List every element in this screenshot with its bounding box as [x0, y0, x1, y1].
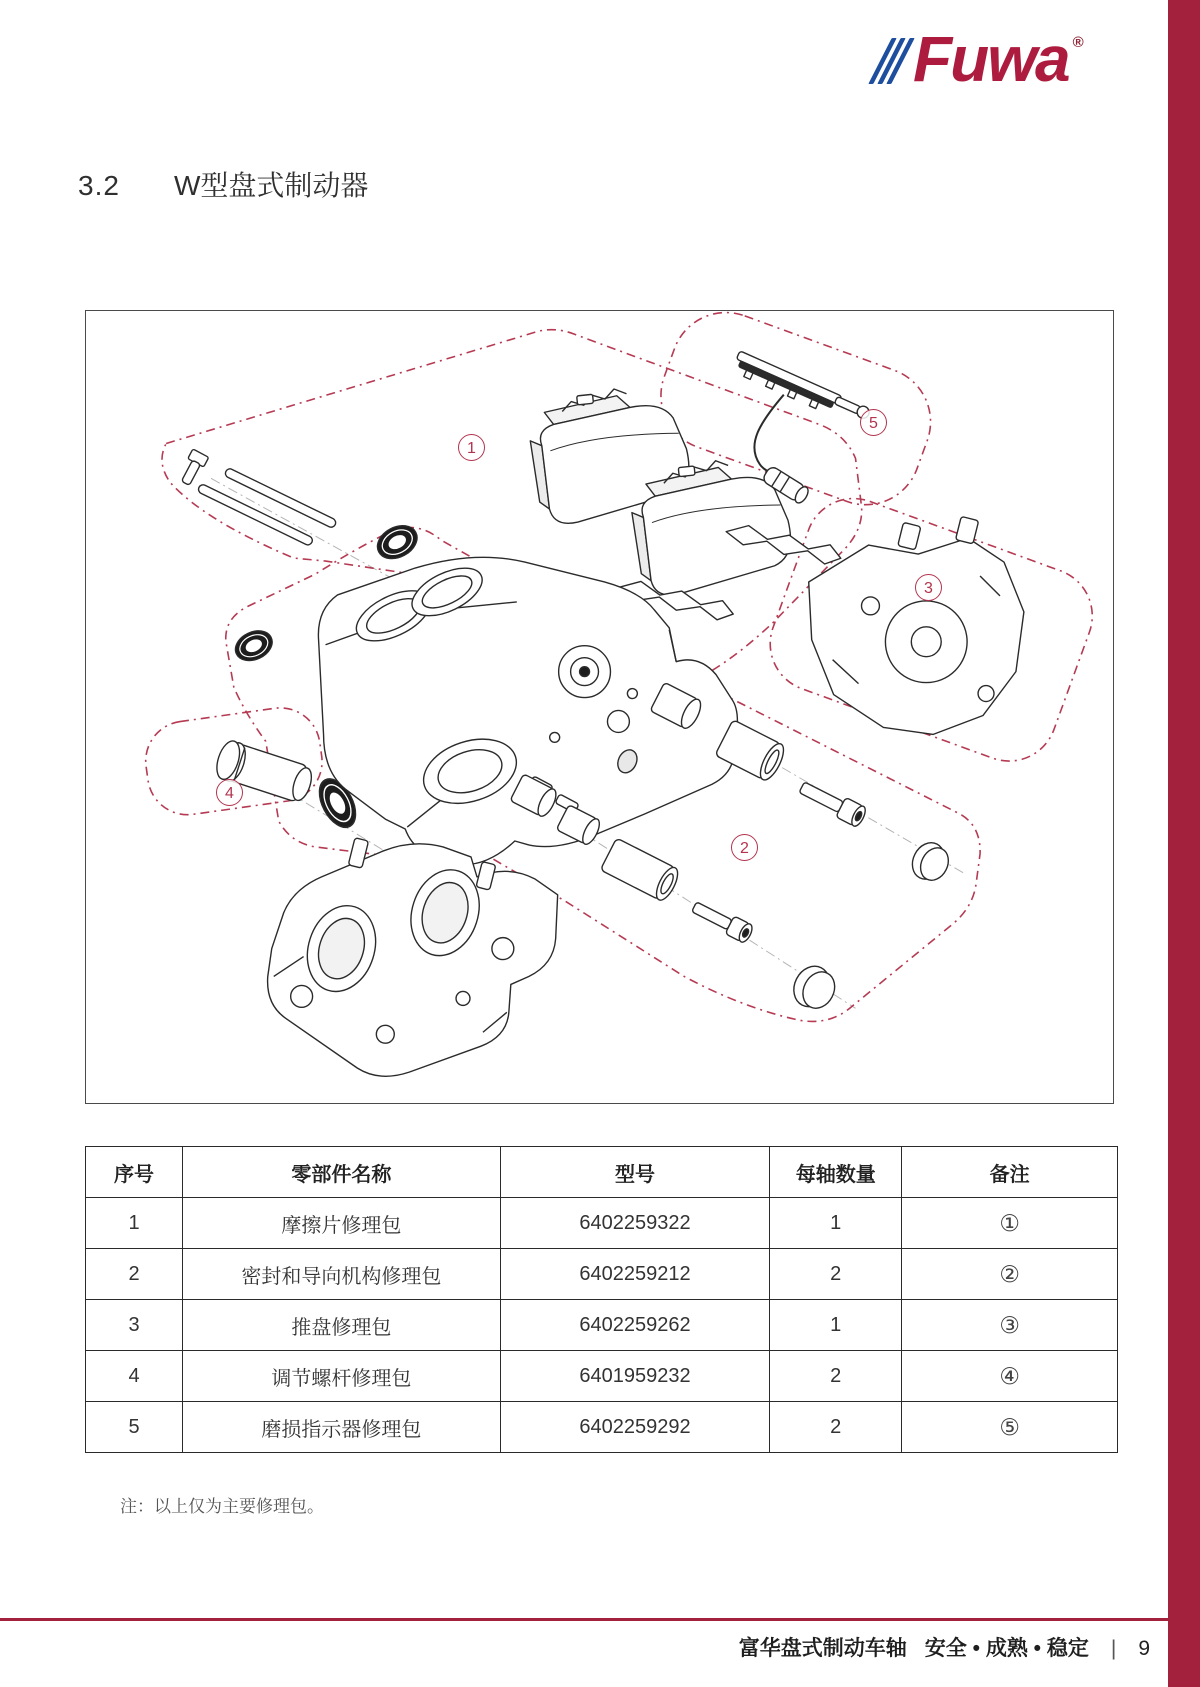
- table-cell: 1: [770, 1300, 902, 1351]
- column-header: 序号: [86, 1147, 183, 1198]
- table-cell: 6402259262: [500, 1300, 769, 1351]
- column-header: 零部件名称: [183, 1147, 501, 1198]
- table-cell: 4: [86, 1351, 183, 1402]
- spare-parts-table: [85, 1146, 1118, 1453]
- table-cell: 调节螺杆修理包: [183, 1351, 501, 1402]
- footer-slogan: 安全 • 成熟 • 稳定: [924, 1637, 1089, 1660]
- table-cell: ①: [902, 1198, 1118, 1249]
- brake-exploded-diagram: [86, 311, 1112, 1102]
- footer-separator: |: [1110, 1637, 1117, 1660]
- table-cell: 磨损指示器修理包: [183, 1402, 501, 1453]
- brand-logo: [880, 23, 1140, 100]
- table-row: [86, 1351, 1118, 1402]
- table-cell: 2: [86, 1249, 183, 1300]
- seal-ring: [231, 625, 278, 666]
- table-cell: 推盘修理包: [183, 1300, 501, 1351]
- table-header-row: [86, 1147, 1118, 1198]
- table-row: [86, 1300, 1118, 1351]
- table-cell: 6402259212: [500, 1249, 769, 1300]
- section-number: 3.2: [78, 170, 120, 201]
- footer-brand: 富华盘式制动车轴: [738, 1637, 907, 1660]
- table-cell: 密封和导向机构修理包: [183, 1249, 501, 1300]
- table-cell: 1: [86, 1198, 183, 1249]
- seal-ring: [372, 519, 423, 565]
- table-cell: 6402259292: [500, 1402, 769, 1453]
- table-cell: 6402259322: [500, 1198, 769, 1249]
- section-heading: [78, 164, 368, 204]
- logo-text: Fuwa: [913, 23, 1069, 95]
- table-row: [86, 1249, 1118, 1300]
- table-cell: 5: [86, 1402, 183, 1453]
- table-cell: 1: [770, 1198, 902, 1249]
- callout-1: 1: [458, 434, 485, 461]
- callout-4: 4: [216, 779, 243, 806]
- table-cell: 摩擦片修理包: [183, 1198, 501, 1249]
- logo-slashes-icon: [880, 38, 907, 84]
- table-cell: 2: [770, 1351, 902, 1402]
- table-cell: 2: [770, 1402, 902, 1453]
- table-cell: ③: [902, 1300, 1118, 1351]
- callout-2: 2: [731, 834, 758, 861]
- pad-retainer-pins: [181, 449, 337, 546]
- table-body: [86, 1198, 1118, 1453]
- page-footer: [0, 1632, 1150, 1662]
- table-cell: ⑤: [902, 1402, 1118, 1453]
- brake-parts-line-art: [181, 351, 1023, 1076]
- footer-rule: [0, 1618, 1168, 1621]
- table-cell: 3: [86, 1300, 183, 1351]
- column-header: 备注: [902, 1147, 1118, 1198]
- table-cell: ④: [902, 1351, 1118, 1402]
- callout-3: 3: [915, 574, 942, 601]
- table-row: [86, 1198, 1118, 1249]
- table-footnote: 注：以上仅为主要修理包。: [120, 1497, 324, 1516]
- column-header: 每轴数量: [770, 1147, 902, 1198]
- page-number: 9: [1138, 1637, 1150, 1660]
- registered-trademark-icon: ®: [1072, 34, 1084, 51]
- callout-5: 5: [860, 409, 887, 436]
- table-cell: 6401959232: [500, 1351, 769, 1402]
- table-cell: 2: [770, 1249, 902, 1300]
- table-row: [86, 1402, 1118, 1453]
- exploded-view-figure: [85, 310, 1114, 1104]
- section-title: W型盘式制动器: [173, 170, 369, 201]
- table-cell: ②: [902, 1249, 1118, 1300]
- page-edge-bar: [1168, 0, 1200, 1687]
- column-header: 型号: [500, 1147, 769, 1198]
- anchor-bracket: [268, 838, 558, 1077]
- push-plate: [809, 516, 1024, 734]
